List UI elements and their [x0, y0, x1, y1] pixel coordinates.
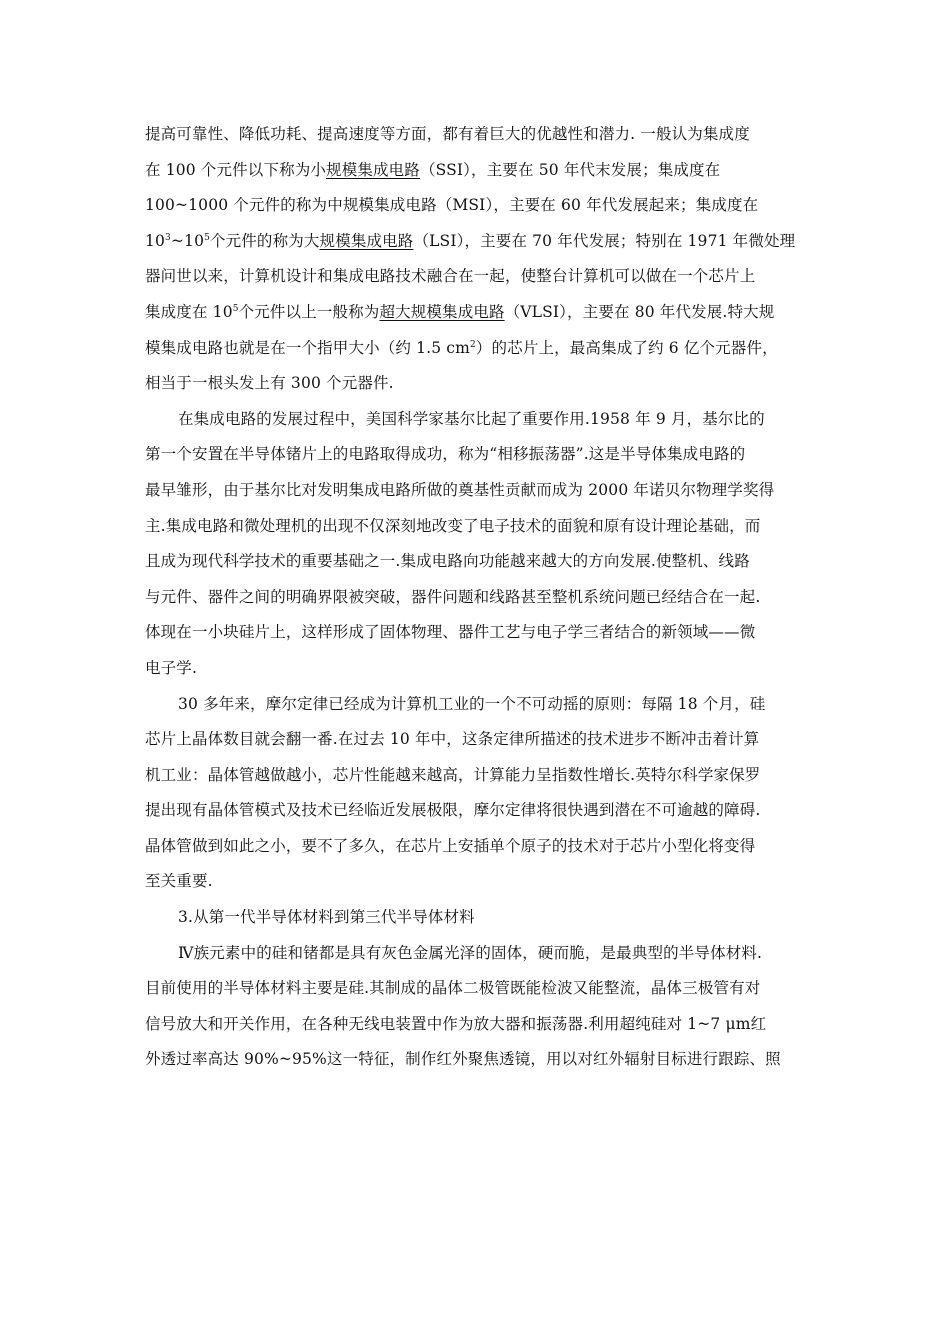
- text-line: [145, 936, 813, 972]
- text-segment: 电子学.: [145, 658, 198, 677]
- text-segment: 且成为现代科学技术的重要基础之一.集成电路向功能越来越大的方向发展.使整机、线路: [145, 552, 750, 571]
- text-segment: 最早雏形，由于基尔比对发明集成电路所做的奠基性贡献而成为 2000 年诺贝尔物理学奖得: [145, 480, 775, 499]
- text-line: [145, 687, 813, 723]
- text-segment: 在 100 个元件以下称为小: [145, 160, 327, 179]
- text-line: [145, 153, 813, 189]
- text-line: [145, 366, 813, 402]
- text-segment: 信号放大和开关作用，在各种无线电装置中作为放大器和振荡器.利用超纯硅对 1~7 μm红: [145, 1014, 767, 1033]
- text-segment: 目前使用的半导体材料主要是硅.其制成的晶体二极管既能检波又能整流，晶体三极管有对: [145, 979, 761, 998]
- text-segment: 晶体管做到如此之小，要不了多久，在芯片上安插单个原子的技术对于芯片小型化将变得: [145, 836, 756, 855]
- document-body: [145, 117, 813, 1078]
- text-line: [145, 615, 813, 651]
- text-line: [145, 793, 813, 829]
- text-line: [145, 402, 813, 438]
- text-line: [145, 259, 813, 295]
- text-segment: ~10: [170, 231, 205, 250]
- text-segment: 100~1000 个元件的称为中规模集成电路（MSI），主要在 60 年代发展起来；集成度在: [145, 196, 759, 215]
- text-segment: 集成度在 10: [145, 302, 233, 321]
- text-segment: 芯片上晶体数目就会翻一番.在过去 10 年中，这条定律所描述的技术进步不断冲击着计算: [145, 730, 760, 749]
- superscript: 5: [232, 303, 239, 314]
- text-line: [145, 864, 813, 900]
- underlined-term: 超大规模集成电路: [379, 302, 505, 321]
- text-segment: 个元件以上一般称为: [238, 302, 380, 321]
- text-line: [145, 188, 813, 224]
- text-segment: 与元件、器件之间的明确界限被突破，器件问题和线路甚至整机系统问题已经结合在一起.: [145, 587, 761, 606]
- text-line: [145, 544, 813, 580]
- text-segment: 主.集成电路和微处理机的出现不仅深刻地改变了电子技术的面貌和原有设计理论基础，而: [145, 516, 761, 535]
- text-line: [145, 651, 813, 687]
- text-line: [145, 971, 813, 1007]
- superscript: 5: [204, 232, 210, 243]
- underlined-term: 规模集成电路: [319, 231, 414, 250]
- text-segment: 机工业：晶体管越做越小，芯片性能越来越高，计算能力呈指数性增长.英特尔科学家保罗: [145, 765, 761, 784]
- text-line: [145, 295, 813, 331]
- text-line: [145, 1042, 813, 1078]
- superscript: 2: [469, 339, 476, 350]
- superscript: 3: [165, 232, 171, 243]
- text-segment: 30 多年来，摩尔定律已经成为计算机工业的一个不可动摇的原则：每隔 18 个月，硅: [178, 694, 766, 713]
- text-line: [145, 829, 813, 865]
- text-segment: 在集成电路的发展过程中，美国科学家基尔比起了重要作用.1958 年 9 月，基尔比的: [178, 409, 765, 428]
- text-segment: （VLSI），主要在 80 年代发展.特大规: [504, 302, 775, 321]
- text-segment: 第一个安置在半导体锗片上的电路取得成功，称为“相移振荡器”.这是半导体集成电路的: [145, 445, 746, 464]
- text-segment: 3.从第一代半导体材料到第三代半导体材料: [178, 908, 475, 927]
- underlined-term: 规模集成电路: [326, 160, 420, 179]
- text-line: [145, 117, 813, 153]
- text-line: [145, 900, 813, 936]
- text-segment: 提高可靠性、降低功耗、提高速度等方面，都有着巨大的优越性和潜力. 一般认为集成度: [145, 125, 750, 143]
- text-line: [145, 509, 813, 545]
- text-segment: 模集成电路也就是在一个指甲大小（约 1.5 cm: [145, 338, 470, 357]
- text-segment: Ⅳ族元素中的硅和锗都是具有灰色金属光泽的固体，硬而脆，是最典型的半导体材料.: [178, 943, 763, 962]
- text-line: [145, 1007, 813, 1043]
- text-line: [145, 758, 813, 794]
- text-line: [145, 437, 813, 473]
- text-line: [145, 722, 813, 758]
- text-segment: （LSI），主要在 70 年代发展；特别在 1971 年微处理: [413, 231, 796, 250]
- text-segment: 相当于一根头发上有 300 个元器件.: [145, 374, 394, 393]
- text-segment: 至关重要.: [145, 872, 213, 891]
- text-line: [145, 473, 813, 509]
- text-segment: 提出现有晶体管模式及技术已经临近发展极限，摩尔定律将很快遇到潜在不可逾越的障碍.: [145, 801, 761, 820]
- text-segment: 个元件的称为大: [209, 231, 320, 250]
- text-segment: 外透过率高达 90%~95%这一特征，制作红外聚焦透镜，用以对红外辐射目标进行跟踪、照: [145, 1050, 781, 1069]
- text-segment: （SSI），主要在 50 年代末发展；集成度在: [419, 160, 721, 179]
- text-segment: ）的芯片上，最高集成了约 6 亿个元器件，: [475, 338, 778, 357]
- text-line: [145, 224, 813, 260]
- text-line: [145, 580, 813, 616]
- text-segment: 10: [145, 231, 166, 250]
- text-segment: 器问世以来，计算机设计和集成电路技术融合在一起，使整台计算机可以做在一个芯片上: [145, 267, 756, 286]
- text-segment: 体现在一小块硅片上，这样形成了固体物理、器件工艺与电子学三者结合的新领域——微: [145, 623, 756, 642]
- text-line: [145, 331, 813, 367]
